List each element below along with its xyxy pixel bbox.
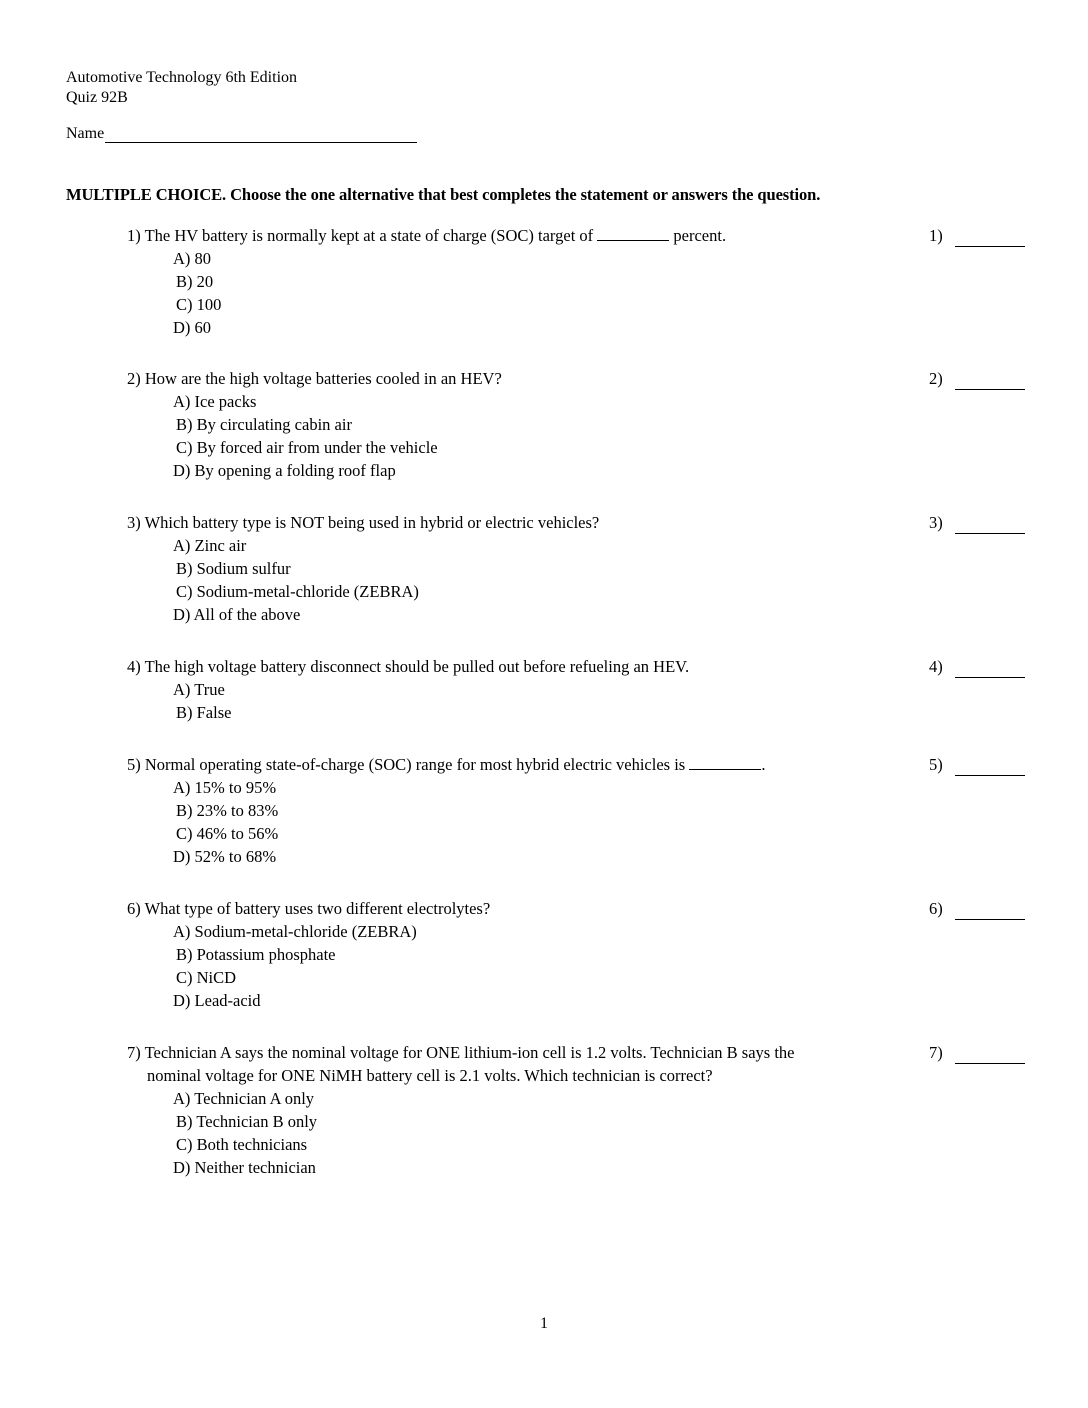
option-d[interactable]: D) Neither technician [173,1158,316,1177]
option-b[interactable]: B) Sodium sulfur [176,559,291,578]
option-d[interactable]: D) Lead-acid [173,991,261,1010]
option-b[interactable]: B) By circulating cabin air [176,415,352,434]
question-1 [127,224,917,339]
question-text: 3) Which battery type is NOT being used in hybrid or electric vehicles? [127,513,600,532]
question-5 [127,753,917,868]
option-b[interactable]: B) 23% to 83% [176,801,279,820]
answer-line[interactable] [955,663,1025,678]
option-c[interactable]: C) 100 [176,295,222,314]
option-c[interactable]: C) NiCD [176,968,237,987]
question-text: 5) Normal operating state-of-charge (SOC) range for most hybrid electric vehicles is . [127,755,766,774]
question-7 [127,1041,917,1179]
name-field[interactable] [66,124,417,143]
question-4 [127,655,917,724]
answer-slot-3[interactable]: 3) [929,511,1025,534]
option-a[interactable]: A) Zinc air [173,536,247,555]
page-number: 1 [540,1315,548,1332]
document-title: Automotive Technology 6th Edition [66,69,298,86]
answer-slot-4[interactable]: 4) [929,655,1025,678]
fill-blank [597,225,669,241]
option-d[interactable]: D) 60 [173,318,212,337]
answer-slot-5[interactable]: 5) [929,753,1025,776]
question-6 [127,897,917,1012]
option-b[interactable]: B) False [176,703,232,722]
question-3 [127,511,917,626]
fill-blank [689,754,761,770]
question-text: 2) How are the high voltage batteries cooled in an HEV? [127,369,502,388]
instructions: MULTIPLE CHOICE. Choose the one alternative that best completes the statement or answers the question. [66,185,821,204]
option-b[interactable]: B) Technician B only [176,1112,318,1131]
option-a[interactable]: A) 80 [173,249,212,268]
option-a[interactable]: A) Technician A only [173,1089,315,1108]
question-text: 6) What type of battery uses two different electrolytes? [127,899,491,918]
option-b[interactable]: B) 20 [176,272,214,291]
question-text: 4) The high voltage battery disconnect should be pulled out before refueling an HEV. [127,657,690,676]
answer-line[interactable] [955,1049,1025,1064]
question-text: 1) The HV battery is normally kept at a state of charge (SOC) target of percent. [127,226,727,245]
option-c[interactable]: C) By forced air from under the vehicle [176,438,438,457]
answer-slot-2[interactable]: 2) [929,367,1025,390]
answer-slot-6[interactable]: 6) [929,897,1025,920]
answer-slot-7[interactable]: 7) [929,1041,1025,1064]
option-c[interactable]: C) Sodium-metal-chloride (ZEBRA) [176,582,419,601]
question-2 [127,367,917,482]
option-d[interactable]: D) All of the above [173,605,301,624]
option-c[interactable]: C) 46% to 56% [176,824,279,843]
name-label: Name [66,125,105,142]
option-a[interactable]: A) True [173,680,225,699]
option-a[interactable]: A) Ice packs [173,392,257,411]
option-a[interactable]: A) 15% to 95% [173,778,277,797]
option-d[interactable]: D) By opening a folding roof flap [173,461,396,480]
option-b[interactable]: B) Potassium phosphate [176,945,336,964]
answer-line[interactable] [955,232,1025,247]
answer-line[interactable] [955,905,1025,920]
question-text: 7) Technician A says the nominal voltage for ONE lithium-ion cell is 1.2 volts. Technician B says the nominal voltage for ONE NiMH battery cell is 2.1 volts. Which technician is correct? [127,1043,795,1085]
option-c[interactable]: C) Both technicians [176,1135,308,1154]
name-input-line[interactable] [105,124,417,143]
answer-line[interactable] [955,519,1025,534]
answer-line[interactable] [955,761,1025,776]
option-a[interactable]: A) Sodium-metal-chloride (ZEBRA) [173,922,417,941]
option-d[interactable]: D) 52% to 68% [173,847,277,866]
answer-slot-1[interactable]: 1) [929,224,1025,247]
answer-line[interactable] [955,375,1025,390]
quiz-id: Quiz 92B [66,89,128,106]
